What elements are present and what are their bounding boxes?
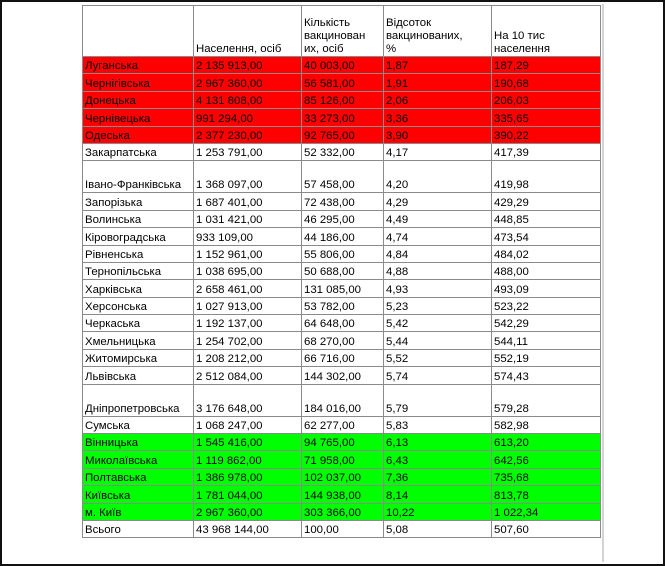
cell-percent: 1,87 (384, 57, 492, 74)
cell-vaccinated: 56 581,00 (302, 74, 384, 91)
cell-percent: 5,23 (384, 297, 492, 314)
cell-vaccinated: 40 003,00 (302, 57, 384, 74)
cell-vaccinated: 303 366,00 (302, 503, 384, 520)
table-row (83, 228, 601, 245)
header-percent-line3: % (386, 43, 397, 55)
cell-region: Чернігівська (83, 74, 194, 91)
cell-vaccinated: 92 765,00 (302, 126, 384, 143)
cell-per10k: 488,00 (492, 262, 601, 279)
cell-vaccinated: 71 958,00 (302, 451, 384, 468)
table-row (83, 143, 601, 160)
header-vaccinated (302, 6, 384, 57)
cell-per10k: 552,19 (492, 349, 601, 366)
cell-population: 2 512 084,00 (194, 367, 302, 384)
cell-per10k: 579,28 (492, 384, 601, 416)
cell-per10k: 473,54 (492, 228, 601, 245)
cell-region: Херсонська (83, 297, 194, 314)
table-row (83, 434, 601, 451)
total-per10k: 507,60 (492, 520, 601, 537)
total-population: 43 968 144,00 (194, 520, 302, 537)
table-row (83, 297, 601, 314)
cell-per10k: 574,43 (492, 367, 601, 384)
cell-region: Дніпропетровська (83, 384, 194, 416)
cell-population: 1 687 401,00 (194, 193, 302, 210)
cell-per10k: 429,29 (492, 193, 601, 210)
cell-vaccinated: 102 037,00 (302, 468, 384, 485)
table-row (83, 503, 601, 520)
table-row (83, 161, 601, 193)
table-row (83, 193, 601, 210)
cell-vaccinated: 68 270,00 (302, 332, 384, 349)
cell-population: 1 192 137,00 (194, 315, 302, 332)
table-row (83, 126, 601, 143)
cell-population: 1 781 044,00 (194, 486, 302, 503)
cell-percent: 5,74 (384, 367, 492, 384)
cell-per10k: 190,68 (492, 74, 601, 91)
cell-population: 1 545 416,00 (194, 434, 302, 451)
cell-vaccinated: 57 458,00 (302, 161, 384, 193)
cell-percent: 4,49 (384, 210, 492, 227)
cell-percent: 7,36 (384, 468, 492, 485)
window-left-border (0, 0, 2, 566)
cell-population: 1 038 695,00 (194, 262, 302, 279)
cell-region: Полтавська (83, 468, 194, 485)
cell-per10k: 1 022,34 (492, 503, 601, 520)
cell-population: 2 967 360,00 (194, 74, 302, 91)
header-percent-line1: Відсоток (386, 17, 432, 29)
cell-region: Рівненська (83, 245, 194, 262)
cell-per10k: 335,65 (492, 109, 601, 126)
table-row (83, 468, 601, 485)
page-shadow (602, 4, 604, 562)
cell-population: 991 294,00 (194, 109, 302, 126)
cell-vaccinated: 46 295,00 (302, 210, 384, 227)
cell-region: Тернопільська (83, 262, 194, 279)
table-row (83, 74, 601, 91)
cell-population: 2 377 230,00 (194, 126, 302, 143)
cell-percent: 10,22 (384, 503, 492, 520)
cell-vaccinated: 55 806,00 (302, 245, 384, 262)
cell-percent: 5,44 (384, 332, 492, 349)
cell-vaccinated: 53 782,00 (302, 297, 384, 314)
header-row (83, 6, 601, 57)
total-vaccinated: 100,00 (302, 520, 384, 537)
cell-percent: 6,43 (384, 451, 492, 468)
header-percent-line2: вакцинованих, (386, 30, 463, 42)
cell-vaccinated: 72 438,00 (302, 193, 384, 210)
cell-region: Вінницька (83, 434, 194, 451)
cell-region: Житомирська (83, 349, 194, 366)
header-vaccinated-line1: Кількість (304, 17, 351, 29)
cell-population: 4 131 808,00 (194, 91, 302, 108)
cell-percent: 1,91 (384, 74, 492, 91)
cell-vaccinated: 144 302,00 (302, 367, 384, 384)
cell-percent: 4,74 (384, 228, 492, 245)
cell-vaccinated: 184 016,00 (302, 384, 384, 416)
total-region: Всього (83, 520, 194, 537)
cell-vaccinated: 94 765,00 (302, 434, 384, 451)
cell-percent: 4,93 (384, 280, 492, 297)
cell-per10k: 642,56 (492, 451, 601, 468)
table-row (83, 315, 601, 332)
table-row (83, 57, 601, 74)
cell-vaccinated: 131 085,00 (302, 280, 384, 297)
table-row (83, 349, 601, 366)
cell-per10k: 544,11 (492, 332, 601, 349)
cell-region: Сумська (83, 416, 194, 433)
table-row (83, 210, 601, 227)
cell-region: Хмельницька (83, 332, 194, 349)
cell-percent: 2,06 (384, 91, 492, 108)
cell-region: Івано-Франківська (83, 161, 194, 193)
cell-region: м. Київ (83, 503, 194, 520)
header-vaccinated-line3: их, осіб (304, 43, 344, 55)
cell-vaccinated: 144 938,00 (302, 486, 384, 503)
cell-vaccinated: 62 277,00 (302, 416, 384, 433)
cell-population: 1 119 862,00 (194, 451, 302, 468)
cell-population: 1 068 247,00 (194, 416, 302, 433)
cell-per10k: 493,09 (492, 280, 601, 297)
cell-population: 2 135 913,00 (194, 57, 302, 74)
cell-region: Луганська (83, 57, 194, 74)
cell-region: Миколаївська (83, 451, 194, 468)
table-row (83, 262, 601, 279)
cell-region: Волинська (83, 210, 194, 227)
cell-population: 3 176 648,00 (194, 384, 302, 416)
cell-percent: 3,90 (384, 126, 492, 143)
cell-per10k: 390,22 (492, 126, 601, 143)
cell-percent: 5,42 (384, 315, 492, 332)
cell-vaccinated: 50 688,00 (302, 262, 384, 279)
cell-per10k: 735,68 (492, 468, 601, 485)
cell-per10k: 448,85 (492, 210, 601, 227)
cell-percent: 4,20 (384, 161, 492, 193)
table-row (83, 280, 601, 297)
cell-region: Донецька (83, 91, 194, 108)
cell-per10k: 206,03 (492, 91, 601, 108)
table-row (83, 451, 601, 468)
header-per10k-line2: населення (494, 43, 551, 55)
cell-population: 1 253 791,00 (194, 143, 302, 160)
table-row (83, 384, 601, 416)
total-row (83, 520, 601, 537)
cell-percent: 4,29 (384, 193, 492, 210)
cell-region: Харківська (83, 280, 194, 297)
table-row (83, 367, 601, 384)
cell-percent: 6,13 (384, 434, 492, 451)
cell-vaccinated: 85 126,00 (302, 91, 384, 108)
cell-population: 1 368 097,00 (194, 161, 302, 193)
vaccination-table (82, 5, 601, 538)
cell-vaccinated: 52 332,00 (302, 143, 384, 160)
cell-percent: 3,36 (384, 109, 492, 126)
table-row (83, 109, 601, 126)
cell-percent: 4,17 (384, 143, 492, 160)
table-row (83, 332, 601, 349)
window-top-border (0, 0, 665, 2)
header-per10k (492, 6, 601, 57)
cell-per10k: 613,20 (492, 434, 601, 451)
table-row (83, 486, 601, 503)
header-region (83, 6, 194, 57)
cell-per10k: 582,98 (492, 416, 601, 433)
cell-percent: 4,88 (384, 262, 492, 279)
cell-per10k: 813,78 (492, 486, 601, 503)
cell-vaccinated: 33 273,00 (302, 109, 384, 126)
cell-vaccinated: 44 186,00 (302, 228, 384, 245)
cell-population: 1 208 212,00 (194, 349, 302, 366)
cell-region: Київська (83, 486, 194, 503)
table-row (83, 91, 601, 108)
cell-per10k: 187,29 (492, 57, 601, 74)
cell-vaccinated: 66 716,00 (302, 349, 384, 366)
cell-per10k: 484,02 (492, 245, 601, 262)
total-percent: 5,08 (384, 520, 492, 537)
cell-population: 1 027 913,00 (194, 297, 302, 314)
header-percent (384, 6, 492, 57)
cell-region: Кіровоградська (83, 228, 194, 245)
cell-percent: 8,14 (384, 486, 492, 503)
table-row (83, 416, 601, 433)
cell-region: Запорізька (83, 193, 194, 210)
cell-population: 2 967 360,00 (194, 503, 302, 520)
cell-region: Одеська (83, 126, 194, 143)
cell-percent: 5,79 (384, 384, 492, 416)
cell-percent: 5,83 (384, 416, 492, 433)
cell-percent: 5,52 (384, 349, 492, 366)
cell-population: 933 109,00 (194, 228, 302, 245)
table-row (83, 245, 601, 262)
cell-region: Чернівецька (83, 109, 194, 126)
header-vaccinated-line2: вакцинован (304, 30, 366, 42)
cell-vaccinated: 64 648,00 (302, 315, 384, 332)
cell-population: 1 031 421,00 (194, 210, 302, 227)
header-population: Населення, осіб (194, 6, 302, 57)
cell-percent: 4,84 (384, 245, 492, 262)
header-per10k-line1: На 10 тис (494, 30, 545, 42)
cell-population: 1 386 978,00 (194, 468, 302, 485)
cell-per10k: 417,39 (492, 143, 601, 160)
cell-population: 1 254 702,00 (194, 332, 302, 349)
cell-population: 1 152 961,00 (194, 245, 302, 262)
cell-per10k: 542,29 (492, 315, 601, 332)
cell-region: Закарпатська (83, 143, 194, 160)
cell-per10k: 419,98 (492, 161, 601, 193)
cell-population: 2 658 461,00 (194, 280, 302, 297)
cell-per10k: 523,22 (492, 297, 601, 314)
cell-region: Черкаська (83, 315, 194, 332)
cell-region: Львівська (83, 367, 194, 384)
